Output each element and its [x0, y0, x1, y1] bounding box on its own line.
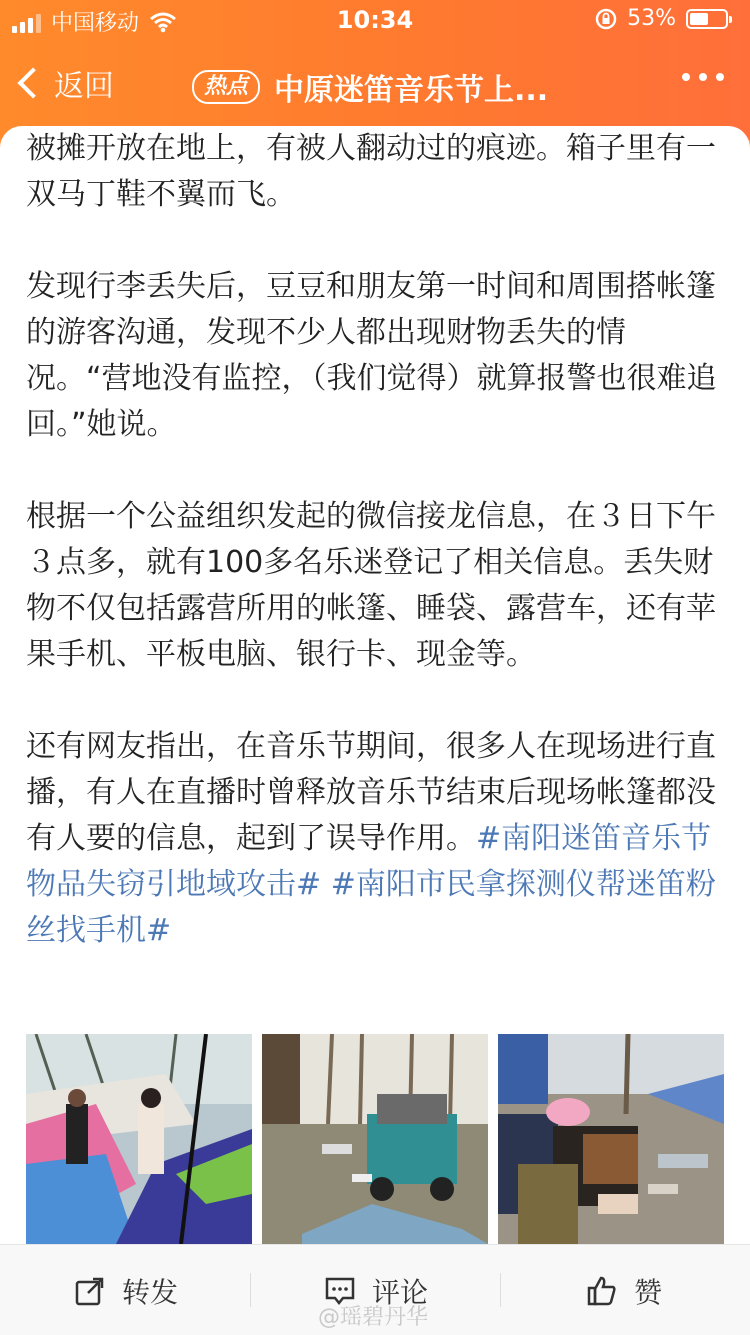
photo-thumbnail[interactable]	[26, 1034, 252, 1244]
littered-campsite-image	[262, 1034, 488, 1244]
watermark: @瑶碧丹华	[318, 1305, 429, 1330]
battery-icon	[686, 9, 728, 29]
camp-tents-image	[26, 1034, 252, 1244]
status-bar	[0, 0, 750, 44]
like-button[interactable]	[586, 1271, 662, 1311]
share-icon	[74, 1275, 106, 1307]
hashtag-link[interactable]: #南阳市民拿探测仪帮迷笛粉丝找手机#	[26, 867, 716, 948]
article-body	[0, 126, 750, 1244]
hashtag-link[interactable]: #南阳迷笛音乐节物品失窃引地域攻击#	[26, 821, 712, 902]
back-label: 返回	[54, 69, 114, 104]
like-label: 赞	[634, 1276, 663, 1309]
repost-button[interactable]	[74, 1271, 178, 1311]
page-title: 中原迷笛音乐节上...	[274, 73, 549, 108]
dot-icon	[682, 73, 690, 81]
thumbs-up-icon	[586, 1275, 618, 1307]
paragraph-text: 还有网友指出，在音乐节期间，很多人在现场进行直播，有人在直播时曾释放音乐节结束后现场帐篷都没有人要的信息，起到了误导作用。	[26, 729, 716, 856]
top-header	[0, 0, 750, 140]
paragraph-with-tags	[0, 724, 750, 954]
comment-label: 评论	[372, 1276, 429, 1309]
paragraph: 发现行李丢失后，豆豆和朋友第一时间和周围搭帐篷的游客沟通，发现不少人都出现财物丢失的情况。“营地没有监控，（我们觉得）就算报警也很难追回。”她说。	[26, 269, 717, 442]
photo-thumbnail[interactable]	[262, 1034, 488, 1244]
chevron-left-icon	[17, 67, 48, 98]
battery-percent: 53%	[627, 6, 676, 31]
back-button[interactable]	[22, 61, 114, 105]
more-options-button[interactable]	[682, 73, 724, 81]
person-searching-image	[498, 1034, 724, 1244]
dot-icon	[716, 73, 724, 81]
paragraph: 根据一个公益组织发起的微信接龙信息，在３日下午３点多，就有100多名乐迷登记了相关信息。丢失财物不仅包括露营所用的帐篷、睡袋、露营车，还有苹果手机、平板电脑、银行卡、现金等。	[26, 499, 716, 672]
photo-grid	[26, 1034, 724, 1244]
clock: 10:34	[336, 6, 414, 34]
paragraph: 被摊开放在地上，有被人翻动过的痕迹。箱子里有一双马丁鞋不翼而飞。	[26, 131, 716, 212]
nav-bar	[0, 55, 750, 115]
carrier-label: 中国移动	[51, 11, 140, 36]
rotation-lock-icon	[595, 8, 617, 30]
photo-thumbnail[interactable]	[498, 1034, 724, 1244]
dot-icon	[699, 73, 707, 81]
repost-label: 转发	[122, 1276, 179, 1309]
hot-badge: 热点	[192, 70, 260, 104]
